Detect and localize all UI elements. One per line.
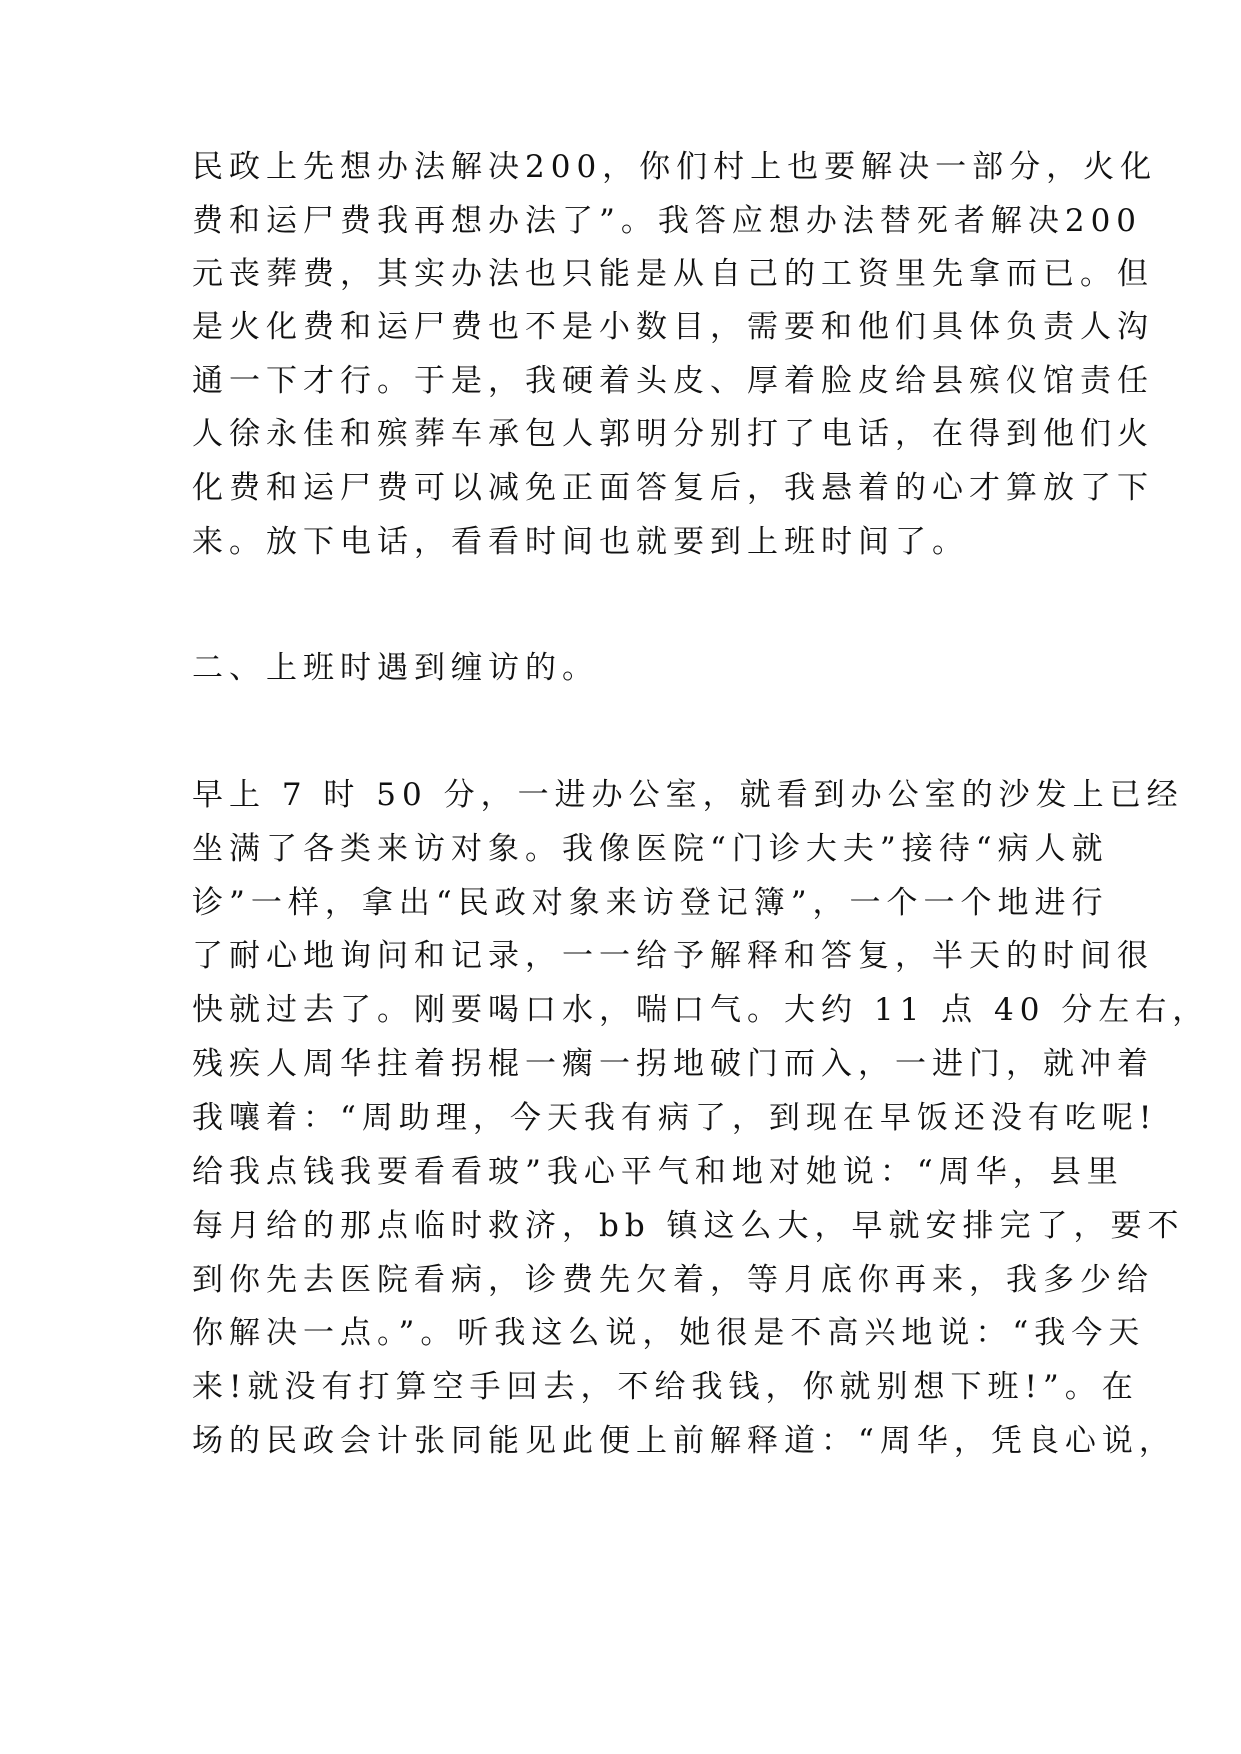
paragraph-3-line-9: 每月给的那点临时救济，bb 镇这么大，早就安排完了，要不 — [192, 1208, 1185, 1244]
paragraph-3-line-6: 残疾人周华拄着拐棍一瘸一拐地破门而入，一进门，就冲着 — [192, 1046, 1154, 1082]
paragraph-3-line-1: 早上 7 时 50 分，一进办公室，就看到办公室的沙发上已经 — [192, 777, 1184, 813]
paragraph-1-line-7: 化费和运尸费可以减免正面答复后，我悬着的心才算放了下 — [192, 470, 1154, 506]
paragraph-1-line-3: 元丧葬费，其实办法也只能是从自己的工资里先拿而已。但 — [192, 256, 1154, 292]
paragraph-3-line-8: 给我点钱我要看看玻”我心平气和地对她说：“周华，县里 — [192, 1154, 1124, 1190]
paragraph-1-line-5: 通一下才行。于是，我硬着头皮、厚着脸皮给县殡仪馆责任 — [192, 363, 1154, 399]
paragraph-1-line-4: 是火化费和运尸费也不是小数目，需要和他们具体负责人沟 — [192, 309, 1154, 345]
paragraph-3-line-3: 诊”一样，拿出“民政对象来访登记簿”，一个一个地进行 — [192, 885, 1109, 921]
paragraph-3-line-10: 到你先去医院看病，诊费先欠着，等月底你再来，我多少给 — [192, 1262, 1154, 1298]
paragraph-3-line-12: 来!就没有打算空手回去，不给我钱，你就别想下班!”。在 — [192, 1369, 1139, 1405]
paragraph-3-line-2: 坐满了各类来访对象。我像医院“门诊大夫”接待“病人就 — [192, 831, 1109, 867]
paragraph-1-line-2: 费和运尸费我再想办法了”。我答应想办法替死者解决200 — [192, 203, 1143, 239]
paragraph-1-line-1: 民政上先想办法解决200，你们村上也要解决一部分，火化 — [192, 149, 1158, 185]
paragraph-3-line-4: 了耐心地询问和记录，一一给予解释和答复，半天的时间很 — [192, 938, 1154, 974]
paragraph-3-line-5: 快就过去了。刚要喝口水，喘口气。大约 11 点 40 分左右， — [192, 992, 1210, 1028]
paragraph-3-line-11: 你解决一点。”。听我这么说，她很是不高兴地说：“我今天 — [192, 1315, 1146, 1351]
paragraph-1-line-6: 人徐永佳和殡葬车承包人郭明分别打了电话，在得到他们火 — [192, 416, 1154, 452]
paragraph-1-line-8: 来。放下电话，看看时间也就要到上班时间了。 — [192, 524, 969, 560]
paragraph-3-line-7: 我嚷着：“周助理，今天我有病了，到现在早饭还没有吃呢! — [192, 1100, 1158, 1136]
section-heading: 二、上班时遇到缠访的。 — [192, 650, 599, 686]
paragraph-3-line-13: 场的民政会计张同能见此便上前解释道：“周华，凭良心说， — [192, 1423, 1176, 1459]
